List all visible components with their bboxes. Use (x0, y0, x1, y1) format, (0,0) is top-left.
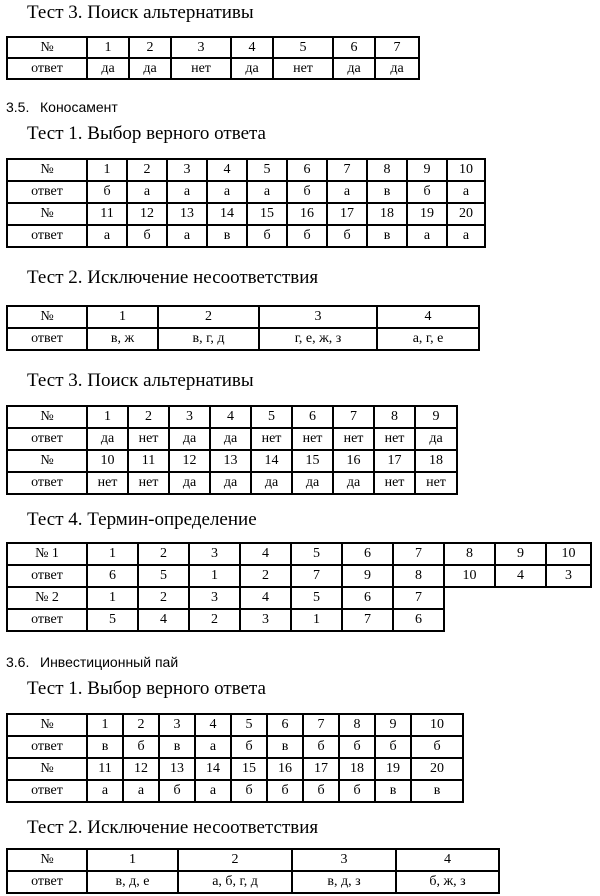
table-cell: 7 (303, 714, 339, 736)
table-cell: 19 (375, 758, 411, 780)
table-cell: нет (333, 428, 374, 450)
row-label: ответ (7, 428, 87, 450)
table-cell: 8 (374, 406, 415, 428)
table-cell: в (367, 225, 407, 247)
table-cell: 4 (231, 37, 273, 58)
row-label: № (7, 758, 87, 780)
row-label: ответ (7, 871, 87, 893)
table-cell: да (87, 428, 128, 450)
table-cell: б (127, 225, 167, 247)
table-cell: 11 (87, 203, 127, 225)
table-cell: нет (87, 472, 128, 494)
table-cell: 7 (327, 159, 367, 181)
table-row (7, 780, 463, 802)
table-cell: 18 (367, 203, 407, 225)
row-label: № (7, 849, 87, 871)
table-cell: 10 (447, 159, 485, 181)
section-number: 3.6. (6, 654, 30, 670)
table-cell: 1 (87, 37, 129, 58)
table-cell: 11 (128, 450, 169, 472)
table-cell: да (129, 58, 171, 79)
table-cell: 2 (123, 714, 159, 736)
table-cell: б (411, 736, 463, 758)
table-cell: а (195, 736, 231, 758)
table-cell: б (247, 225, 287, 247)
section-name: Коносамент (40, 99, 118, 115)
table-cell: а, г, е (377, 328, 479, 350)
table-cell: 2 (129, 37, 171, 58)
table-cell: 8 (393, 565, 444, 587)
table-cell: 6 (287, 159, 327, 181)
table-cell: 1 (87, 543, 138, 565)
table-cell: 8 (367, 159, 407, 181)
table-cell: б (339, 780, 375, 802)
table-cell: 15 (231, 758, 267, 780)
table-cell: б (303, 736, 339, 758)
table-cell: 4 (377, 306, 479, 328)
table-cell: 1 (87, 714, 123, 736)
table-cell: 4 (210, 406, 251, 428)
table-row (7, 203, 485, 225)
table-cell: 17 (303, 758, 339, 780)
table-cell: 6 (292, 406, 333, 428)
table-cell: 13 (210, 450, 251, 472)
table-cell: 1 (291, 609, 342, 631)
row-label: № (7, 714, 87, 736)
table-cell: б (303, 780, 339, 802)
answer-table (6, 713, 464, 803)
table-cell: 16 (333, 450, 374, 472)
table-cell: 15 (247, 203, 287, 225)
answer-table (6, 405, 458, 495)
table-cell: 5 (273, 37, 333, 58)
table-cell: а (407, 225, 447, 247)
empty-cell (495, 587, 546, 609)
table-cell: 2 (189, 609, 240, 631)
table-cell: 6 (267, 714, 303, 736)
table-cell: б (287, 225, 327, 247)
table-cell: 7 (375, 37, 419, 58)
table-cell: 1 (87, 306, 158, 328)
table-cell: 1 (87, 587, 138, 609)
table-cell: 2 (240, 565, 291, 587)
table-cell: 13 (159, 758, 195, 780)
test-heading: Тест 2. Исключение несоответствия (27, 267, 319, 288)
table-cell: а (167, 225, 207, 247)
table-cell: 4 (240, 587, 291, 609)
table-row (7, 159, 485, 181)
row-label: ответ (7, 328, 87, 350)
table-cell: 3 (546, 565, 591, 587)
table-cell: 12 (127, 203, 167, 225)
answer-table (6, 848, 500, 894)
table-row (7, 225, 485, 247)
table-cell: нет (128, 472, 169, 494)
table-cell: да (292, 472, 333, 494)
table-cell: а (447, 181, 485, 203)
table-row (7, 181, 485, 203)
row-label: № (7, 159, 87, 181)
table-row (7, 736, 463, 758)
row-label: ответ (7, 736, 87, 758)
table-cell: 4 (138, 609, 189, 631)
table-cell: г, е, ж, з (259, 328, 377, 350)
section-number: 3.5. (6, 99, 30, 115)
table-row (7, 609, 591, 631)
row-label: ответ (7, 472, 87, 494)
table-cell: а (87, 225, 127, 247)
table-cell: в (367, 181, 407, 203)
table-cell: б (159, 780, 195, 802)
table-cell: 7 (393, 587, 444, 609)
section-name: Инвестиционный пай (40, 654, 179, 670)
table-cell: 13 (167, 203, 207, 225)
row-label: ответ (7, 565, 87, 587)
table-cell: 12 (123, 758, 159, 780)
table-cell: 5 (251, 406, 292, 428)
table-row (7, 565, 591, 587)
table-cell: да (210, 428, 251, 450)
table-cell: в (159, 736, 195, 758)
table-cell: 6 (342, 587, 393, 609)
table-cell: а (247, 181, 287, 203)
table-cell: б (123, 736, 159, 758)
table-row (7, 871, 499, 893)
test-heading: Тест 3. Поиск альтернативы (27, 370, 254, 391)
table-cell: 6 (87, 565, 138, 587)
table-cell: 3 (189, 587, 240, 609)
table-cell: 7 (342, 609, 393, 631)
table-cell: 7 (393, 543, 444, 565)
table-cell: да (231, 58, 273, 79)
table-cell: б (87, 181, 127, 203)
empty-cell (495, 609, 546, 631)
table-cell: 10 (87, 450, 128, 472)
empty-cell (546, 587, 591, 609)
answer-table (6, 542, 592, 632)
section-title-3-6 (6, 655, 178, 669)
table-cell: 2 (138, 543, 189, 565)
table-cell: 6 (333, 37, 375, 58)
table-row (7, 37, 419, 58)
table-cell: 2 (158, 306, 259, 328)
row-label: ответ (7, 780, 87, 802)
table-row (7, 306, 479, 328)
table-cell: 2 (127, 159, 167, 181)
table-cell: 2 (178, 849, 292, 871)
table-cell: 3 (189, 543, 240, 565)
table-row (7, 543, 591, 565)
table-cell: 10 (411, 714, 463, 736)
table-cell: 19 (407, 203, 447, 225)
test-heading: Тест 2. Исключение несоответствия (27, 817, 319, 838)
table-cell: 3 (292, 849, 396, 871)
row-label: № (7, 450, 87, 472)
table-cell: да (210, 472, 251, 494)
table-cell: 4 (240, 543, 291, 565)
table-cell: 7 (333, 406, 374, 428)
table-cell: а (207, 181, 247, 203)
table-cell: 18 (339, 758, 375, 780)
table-row (7, 472, 457, 494)
table-cell: 9 (495, 543, 546, 565)
test-heading: Тест 1. Выбор верного ответа (27, 678, 266, 699)
table-cell: 9 (342, 565, 393, 587)
empty-cell (444, 587, 495, 609)
table-cell: 10 (444, 565, 495, 587)
table-cell: нет (292, 428, 333, 450)
table-cell: в, д, е (87, 871, 178, 893)
table-cell: 5 (87, 609, 138, 631)
table-cell: 16 (267, 758, 303, 780)
table-cell: а, б, г, д (178, 871, 292, 893)
table-cell: нет (374, 472, 415, 494)
table-cell: 5 (231, 714, 267, 736)
table-cell: 17 (327, 203, 367, 225)
table-row (7, 328, 479, 350)
table-cell: 4 (195, 714, 231, 736)
empty-cell (546, 609, 591, 631)
table-cell: а (127, 181, 167, 203)
test-heading: Тест 4. Термин-определение (27, 509, 257, 530)
row-label: № 1 (7, 543, 87, 565)
table-cell: да (251, 472, 292, 494)
table-row (7, 714, 463, 736)
table-cell: 9 (407, 159, 447, 181)
table-cell: 5 (138, 565, 189, 587)
table-cell: да (333, 58, 375, 79)
row-label: № (7, 406, 87, 428)
table-cell: б (375, 736, 411, 758)
table-cell: 17 (374, 450, 415, 472)
table-cell: 8 (444, 543, 495, 565)
table-cell: 15 (292, 450, 333, 472)
table-cell: 5 (291, 587, 342, 609)
table-cell: нет (415, 472, 457, 494)
table-cell: 10 (546, 543, 591, 565)
table-cell: 12 (169, 450, 210, 472)
table-cell: 2 (138, 587, 189, 609)
table-cell: в, ж (87, 328, 158, 350)
table-cell: 20 (447, 203, 485, 225)
table-cell: 14 (251, 450, 292, 472)
test-heading: Тест 3. Поиск альтернативы (27, 2, 254, 23)
table-cell: а (327, 181, 367, 203)
row-label: № (7, 306, 87, 328)
table-cell: в, г, д (158, 328, 259, 350)
table-cell: 4 (495, 565, 546, 587)
table-cell: а (195, 780, 231, 802)
table-cell: 8 (339, 714, 375, 736)
row-label: ответ (7, 225, 87, 247)
table-cell: а (123, 780, 159, 802)
table-cell: 9 (375, 714, 411, 736)
row-label: № (7, 203, 87, 225)
table-cell: 3 (169, 406, 210, 428)
table-cell: 4 (396, 849, 499, 871)
table-cell: да (415, 428, 457, 450)
answer-table (6, 158, 486, 248)
table-cell: 16 (287, 203, 327, 225)
table-cell: в (375, 780, 411, 802)
table-cell: 1 (189, 565, 240, 587)
table-row (7, 406, 457, 428)
table-cell: 4 (207, 159, 247, 181)
table-cell: 3 (259, 306, 377, 328)
table-row (7, 58, 419, 79)
table-cell: нет (374, 428, 415, 450)
row-label: № (7, 37, 87, 58)
table-cell: в, д, з (292, 871, 396, 893)
table-cell: б (339, 736, 375, 758)
table-row (7, 428, 457, 450)
table-cell: 14 (195, 758, 231, 780)
table-cell: б, ж, з (396, 871, 499, 893)
table-cell: 11 (87, 758, 123, 780)
table-cell: 9 (415, 406, 457, 428)
table-cell: 6 (393, 609, 444, 631)
table-cell: б (407, 181, 447, 203)
table-cell: б (267, 780, 303, 802)
answer-table (6, 305, 480, 351)
table-cell: а (87, 780, 123, 802)
table-cell: нет (171, 58, 231, 79)
table-cell: да (169, 472, 210, 494)
table-cell: 5 (247, 159, 287, 181)
table-cell: нет (273, 58, 333, 79)
table-row (7, 587, 591, 609)
table-cell: да (169, 428, 210, 450)
table-cell: 3 (159, 714, 195, 736)
table-cell: 14 (207, 203, 247, 225)
table-row (7, 758, 463, 780)
table-cell: в (207, 225, 247, 247)
table-cell: да (87, 58, 129, 79)
table-cell: 1 (87, 159, 127, 181)
table-cell: 3 (240, 609, 291, 631)
answer-table (6, 36, 420, 80)
table-cell: б (287, 181, 327, 203)
table-cell: 18 (415, 450, 457, 472)
table-cell: 2 (128, 406, 169, 428)
table-cell: в (411, 780, 463, 802)
table-cell: в (267, 736, 303, 758)
table-cell: б (327, 225, 367, 247)
table-cell: а (167, 181, 207, 203)
table-cell: нет (128, 428, 169, 450)
table-cell: 5 (291, 543, 342, 565)
test-heading: Тест 1. Выбор верного ответа (27, 123, 266, 144)
row-label: ответ (7, 609, 87, 631)
table-cell: 1 (87, 849, 178, 871)
row-label: ответ (7, 58, 87, 79)
table-cell: 3 (171, 37, 231, 58)
row-label: № 2 (7, 587, 87, 609)
row-label: ответ (7, 181, 87, 203)
table-cell: да (333, 472, 374, 494)
table-row (7, 450, 457, 472)
empty-cell (444, 609, 495, 631)
table-cell: да (375, 58, 419, 79)
table-cell: б (231, 780, 267, 802)
section-title-3-5 (6, 100, 118, 114)
table-cell: нет (251, 428, 292, 450)
table-cell: а (447, 225, 485, 247)
table-cell: в (87, 736, 123, 758)
table-cell: 3 (167, 159, 207, 181)
table-cell: 6 (342, 543, 393, 565)
table-cell: 1 (87, 406, 128, 428)
table-cell: 20 (411, 758, 463, 780)
table-cell: б (231, 736, 267, 758)
table-cell: 7 (291, 565, 342, 587)
table-row (7, 849, 499, 871)
